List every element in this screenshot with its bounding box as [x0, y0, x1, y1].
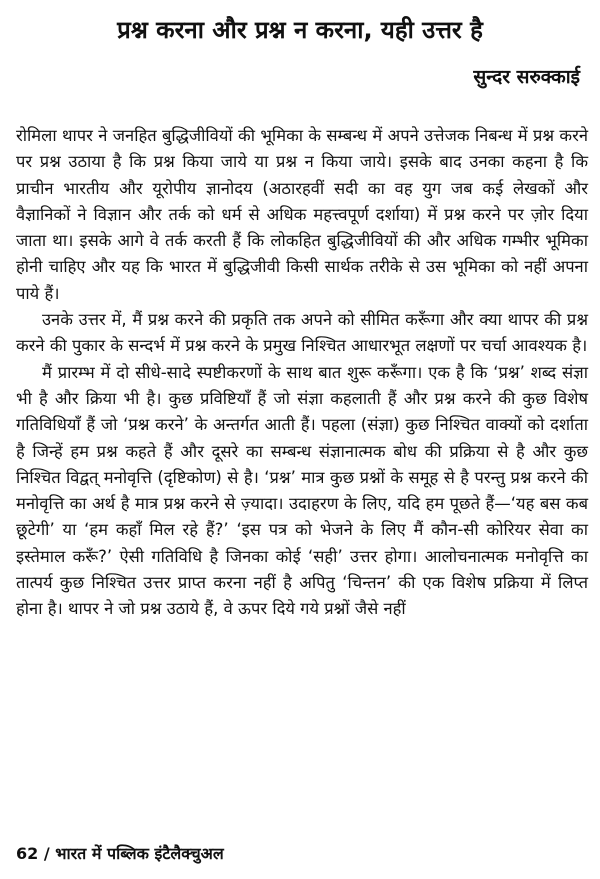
author-name: सुन्दर सरुक्काई [473, 66, 580, 88]
page-title: प्रश्न करना और प्रश्न न करना, यही उत्तर है [117, 16, 483, 44]
paragraph: उनके उत्तर में, मैं प्रश्न करने की प्रकृति तक अपने को सीमित करूँगा और क्या थापर की प्रश्न करने की पुकार के सन्दर्भ में प्रश्न करने के प्रमुख निश्चित आधारभूत लक्षणों पर चर्चा आवश्यक है। [16, 310, 588, 356]
paragraph: मैं प्रारम्भ में दो सीधे-सादे स्पष्टीकरणों के साथ बात शुरू करूँगा। एक है कि ‘प्रश्न’ शब्द संज्ञा भी है और क्रिया भी है। कुछ प्रविष्टियाँ हैं जो संज्ञा कहलाती हैं और प्रश्न करने की कुछ विशेष गतिविधियाँ हैं जो ‘प्रश्न करने’ के अन्तर्गत आती हैं। पहला (संज्ञा) कुछ निश्चित वाक्यों को दर्शाता है जिन्हें हम प्रश्न कहते हैं और दूसरे का सम्बन्ध संज्ञानात्मक बोध की प्रक्रिया से है और कुछ निश्चित विद्वत् मनोवृत्ति (दृष्टिकोण) से है। ‘प्रश्न’ मात्र कुछ प्रश्नों के समूह से है परन्तु प्रश्न करने की मनोवृत्ति का अर्थ है मात्र प्रश्न करने से ज़्यादा। उदाहरण के लिए, यदि हम पूछते हैं—‘यह बस कब छूटेगी’ या ‘हम कहाँ मिल रहे हैं?’ ‘इस पत्र को भेजने के लिए मैं कौन-सी कोरियर सेवा का इस्तेमाल करूँ?’ ऐसी गतिविधि है जिनका कोई ‘सही’ उत्तर होगा। आलोचनात्मक मनोवृत्ति का तात्पर्य कुछ निश्चित उत्तर प्राप्त करना नहीं है अपितु ‘चिन्तन’ की एक विशेष प्रक्रिया में लिप्त होना है। थापर ने जो प्रश्न उठाये हैं, वे ऊपर दिये गये प्रश्नों जैसे नहीं [16, 362, 588, 619]
paragraph: रोमिला थापर ने जनहित बुद्धिजीवियों की भूमिका के सम्बन्ध में अपने उत्तेजक निबन्ध में प्रश्न करने पर प्रश्न उठाया है कि प्रश्न किया जाये या प्रश्न न किया जाये। इसके बाद उनका कहना है कि प्राचीन भारतीय और यूरोपीय ज्ञानोदय (अठारहवीं सदी का वह युग जब कई लेखकों और वैज्ञानिकों ने विज्ञान और तर्क को धर्म से अधिक महत्त्वपूर्ण दर्शाया) में प्रश्न करने पर ज़ोर दिया जाता था। इसके आगे वे तर्क करती हैं कि लोकहित बुद्धिजीवियों की और अधिक गम्भीर भूमिका होनी चाहिए और यह कि भारत में बुद्धिजीवी किसी सार्थक तरीके से उस भूमिका को नहीं अपना पाये हैं। [16, 126, 588, 303]
body-text [16, 123, 588, 623]
page-footer: 62 / भारत में पब्लिक इंटैलैक्चुअल [16, 844, 224, 863]
